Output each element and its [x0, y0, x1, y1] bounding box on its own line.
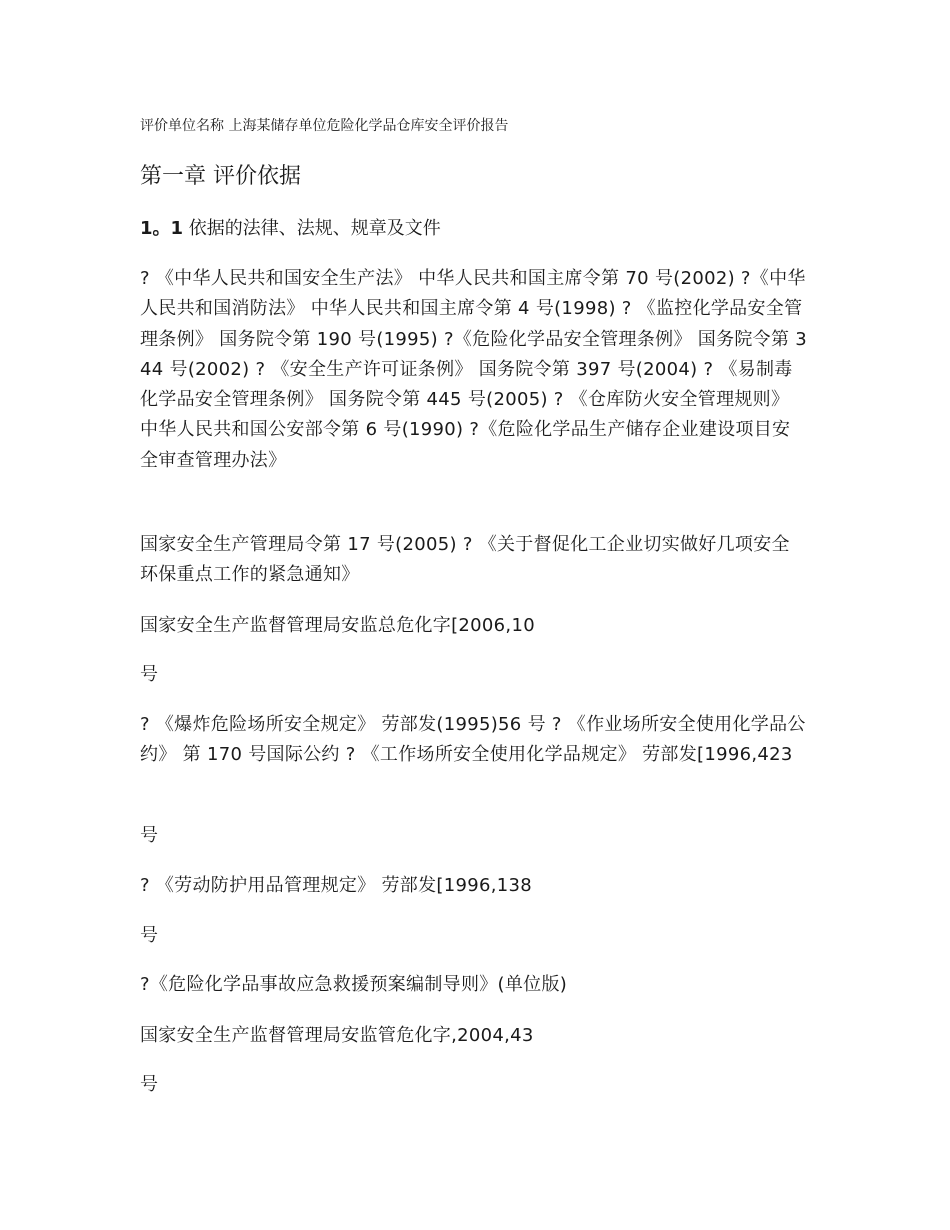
section-number: 1。1	[140, 218, 184, 239]
paragraph-hao-1: 号	[140, 664, 159, 685]
paragraph-hao-3: 号	[140, 925, 159, 946]
paragraph-explosion-rules: ? 《爆炸危险场所安全规定》 劳部发(1995)56 号 ? 《作业场所安全使用化学品公约》 第 170 号国际公约 ? 《工作场所安全使用化学品规定》 劳部发[1996,423	[140, 714, 806, 766]
chapter-heading: 第一章 评价依据	[140, 164, 301, 189]
paragraph-emergency-guide: ?《危险化学品事故应急救援预案编制导则》(单位版)	[140, 974, 568, 995]
paragraph-protective-equipment: ? 《劳动防护用品管理规定》 劳部发[1996,138	[140, 875, 533, 896]
report-title: 评价单位名称 上海某储存单位危险化学品仓库安全评价报告	[140, 118, 509, 134]
paragraph-2004-43: 国家安全生产监督管理局安监管危化字,2004,43	[140, 1025, 534, 1046]
paragraph-laws-list: ? 《中华人民共和国安全生产法》 中华人民共和国主席令第 70 号(2002) ?《中华人民共和国消防法》 中华人民共和国主席令第 4 号(1998) ? 《监控化学品安全管理条例》 国务院令第 190 号(1995) ?《危险化学品安全管理条例》 国务院令第 344 号(2002) ? 《安全生产许可证条例》 国务院令第 397 号(2004) ? 《易制毒化学品安全管理条例》 国务院令第 445 号(2005) ? 《仓库防火安全管理规则》 中华人民共和国公安部令第 6 号(1990) ?《危险化学品生产储存企业建设项目安全审查管理办法》	[140, 268, 808, 471]
paragraph-hao-4: 号	[140, 1074, 159, 1095]
paragraph-hao-2: 号	[140, 825, 159, 846]
section-title: 依据的法律、法规、规章及文件	[188, 218, 441, 239]
section-heading	[140, 215, 441, 243]
paragraph-order-17: 国家安全生产管理局令第 17 号(2005) ? 《关于督促化工企业切实做好几项安全环保重点工作的紧急通知》	[140, 534, 790, 586]
paragraph-2006-10: 国家安全生产监督管理局安监总危化字[2006,10	[140, 615, 535, 636]
